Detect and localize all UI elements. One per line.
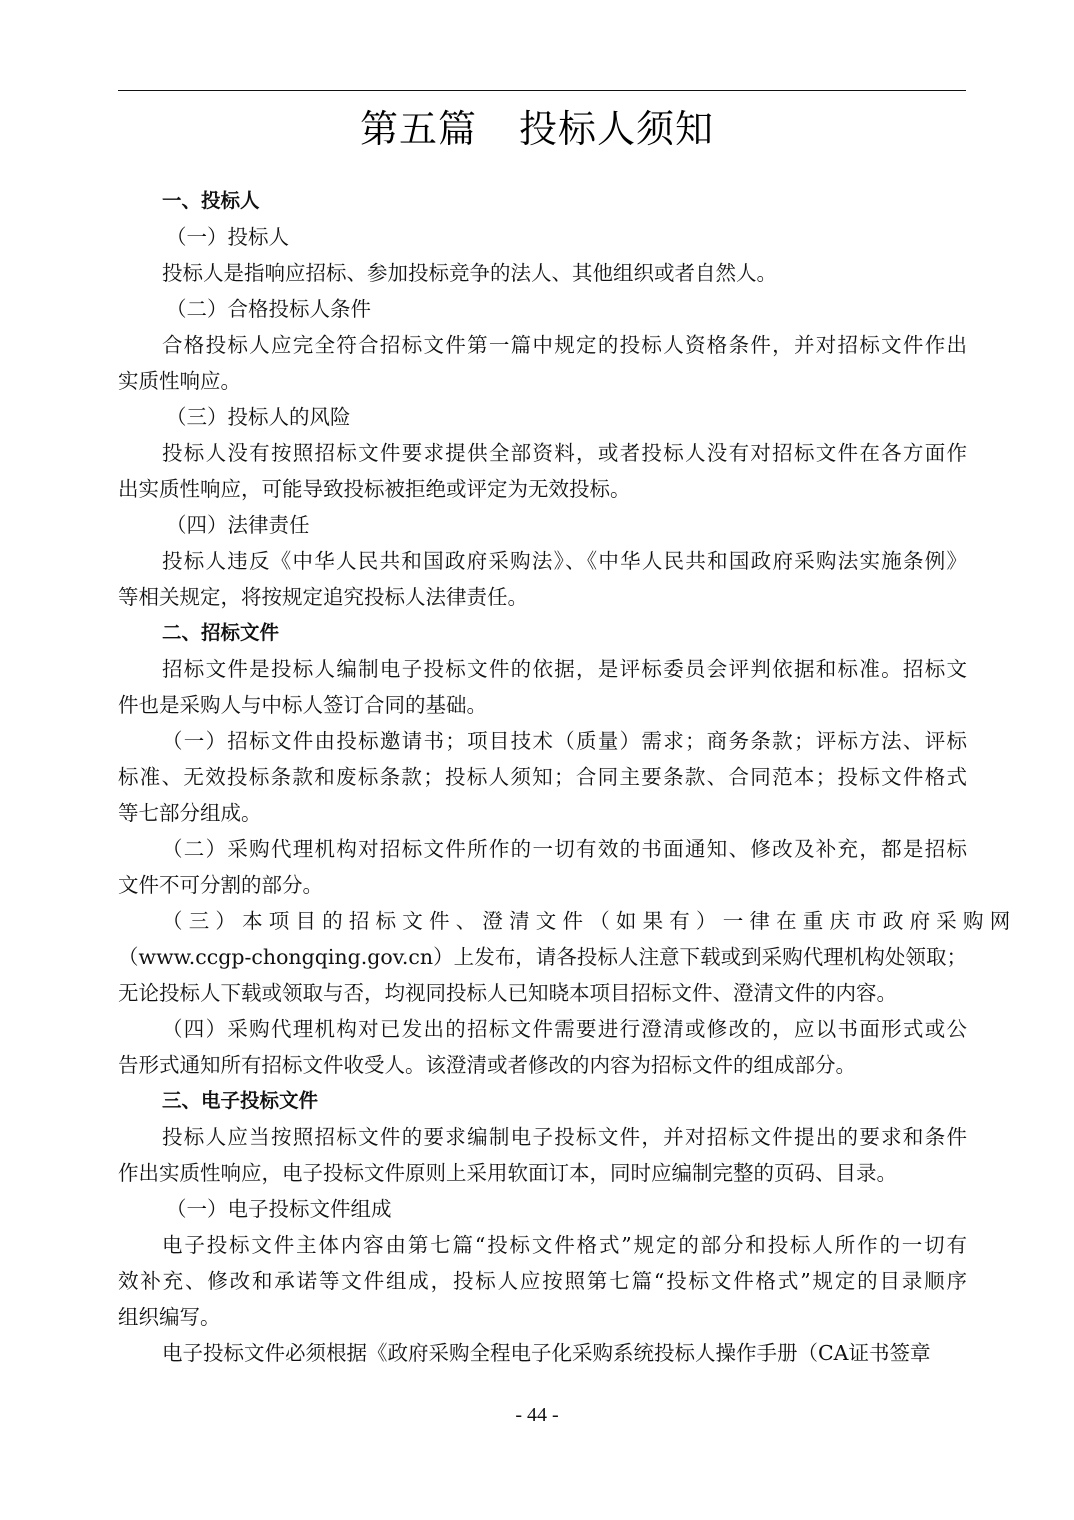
paragraph-line: （三）本项目的招标文件、澄清文件（如果有）一律在重庆市政府采购网 [162,909,1017,933]
paragraph [118,1011,967,1083]
paragraph [118,327,967,399]
paragraph [118,723,967,831]
paragraph-line: 作出实质性响应，电子投标文件原则上采用软面订本，同时应编制完整的页码、目录。 [118,1161,897,1185]
paragraph-line: 件也是采购人与中标人签订合同的基础。 [118,693,487,717]
paragraph-line: 电子投标文件必须根据《政府采购全程电子化采购系统投标人操作手册（CA证书签章 [162,1341,931,1365]
title-part-name: 投标人须知 [519,107,715,151]
section-heading: 三、电子投标文件 [162,1089,319,1112]
paragraph-line: 投标人没有按照招标文件要求提供全部资料，或者投标人没有对招标文件在各方面作 [162,441,967,465]
paragraph-line: 合格投标人应完全符合招标文件第一篇中规定的投标人资格条件，并对招标文件作出 [162,333,967,357]
paragraph-line: 文件不可分割的部分。 [118,873,323,897]
paragraph-line: 等七部分组成。 [118,801,262,825]
paragraph [118,435,967,507]
subsection-heading: （四）法律责任 [166,513,310,537]
paragraph-line: 招标文件是投标人编制电子投标文件的依据，是评标委员会评判依据和标准。招标文 [162,657,967,681]
paragraph-line: （四）采购代理机构对已发出的招标文件需要进行澄清或修改的，应以书面形式或公 [162,1017,967,1041]
subsection-heading: （一）电子投标文件组成 [166,1197,392,1221]
paragraph-line: 组织编写。 [118,1305,221,1329]
subsection-heading: （二）合格投标人条件 [166,297,371,321]
section-heading: 二、招标文件 [162,621,280,644]
paragraph [118,1119,967,1191]
paragraph [118,543,967,615]
paragraph-line: （一）招标文件由投标邀请书；项目技术（质量）需求；商务条款；评标方法、评标 [162,729,967,753]
page-number: - 44 - [515,1404,559,1426]
page-title [0,104,1074,154]
paragraph-line: 电子投标文件主体内容由第七篇“投标文件格式”规定的部分和投标人所作的一切有 [162,1233,967,1257]
paragraph-line: 标准、无效投标条款和废标条款；投标人须知；合同主要条款、合同范本；投标文件格式 [118,765,967,789]
paragraph [118,903,1017,1011]
document-body [118,183,1017,1371]
paragraph [118,1227,967,1335]
paragraph-line: （二）采购代理机构对招标文件所作的一切有效的书面通知、修改及补充，都是招标 [162,837,967,861]
paragraph-line: 出实质性响应，可能导致投标被拒绝或评定为无效投标。 [118,477,631,501]
paragraph-line: 投标人是指响应招标、参加投标竞争的法人、其他组织或者自然人。 [162,261,777,285]
paragraph-line: 效补充、修改和承诺等文件组成，投标人应按照第七篇“投标文件格式”规定的目录顺序 [118,1269,967,1293]
paragraph-line: 投标人违反《中华人民共和国政府采购法》、《中华人民共和国政府采购法实施条例》 [162,549,967,573]
subsection-heading: （三）投标人的风险 [166,405,351,429]
paragraph-line: 投标人应当按照招标文件的要求编制电子投标文件，并对招标文件提出的要求和条件 [162,1125,967,1149]
header-rule [118,90,966,91]
section-heading: 一、投标人 [162,189,260,212]
subsection-heading: （一）投标人 [166,225,289,249]
paragraph-line: 告形式通知所有招标文件收受人。该澄清或者修改的内容为招标文件的组成部分。 [118,1053,856,1077]
title-part-chapter: 第五篇 [359,107,477,151]
paragraph [118,831,967,903]
paragraph-line: （www.ccgp-chongqing.gov.cn）上发布，请各投标人注意下载或到采购代理机构处领取； [118,945,967,969]
paragraph [118,1335,967,1371]
paragraph [118,255,967,291]
paragraph-line: 等相关规定，将按规定追究投标人法律责任。 [118,585,528,609]
paragraph-line: 无论投标人下载或领取与否，均视同投标人已知晓本项目招标文件、澄清文件的内容。 [118,981,897,1005]
paragraph-line: 实质性响应。 [118,369,241,393]
paragraph [118,651,967,723]
